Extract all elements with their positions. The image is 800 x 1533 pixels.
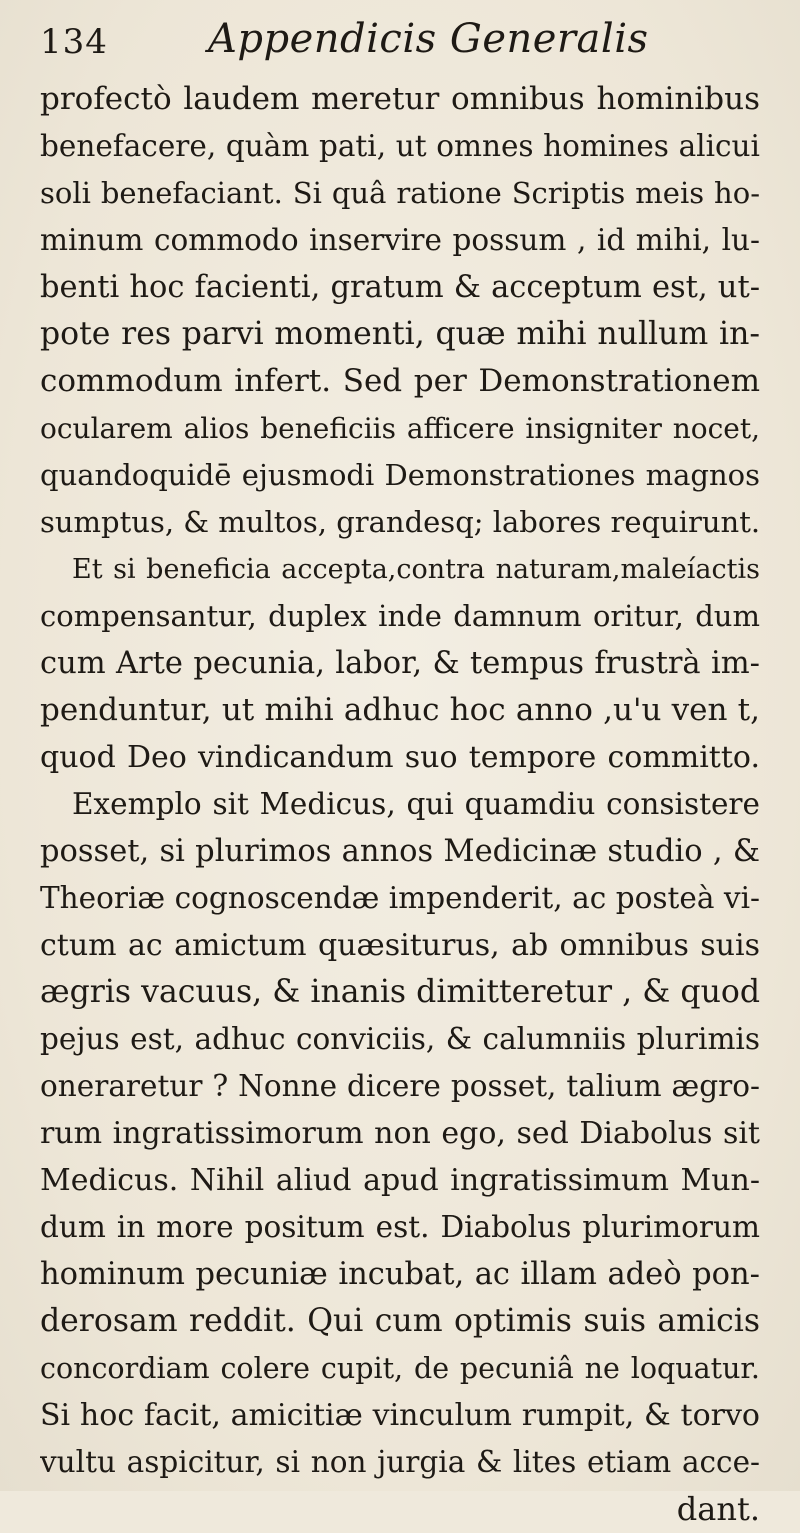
body-text [40,76,760,1533]
text-line: commodum infert. Sed per Demonstrationem [40,363,760,399]
text-line: vultu aspicitur, si non jurgia & lites etiam acce- [40,1445,760,1479]
text-line: cum Arte pecunia, labor, & tempus frustrà im- [40,646,760,681]
text-line: dant. [676,1490,760,1528]
text-line: Theoriæ cognoscendæ impenderit, ac posteà vi- [40,881,760,915]
text-line: compensantur, duplex inde damnum oritur, dum [40,599,760,633]
text-line: profectò laudem meretur omnibus hominibus [40,81,760,117]
text-line: quandoquidē ejusmodi Demonstrationes magnos [40,458,760,492]
text-line: sumptus, & multos, grandesq; labores requirunt. [40,505,760,539]
text-line: quod Deo vindicandum suo tempore committo. [40,740,760,775]
text-line: ctum ac amictum quæsiturus, ab omnibus suis [40,928,760,963]
text-line: rum ingratissimorum non ego, sed Diabolus sit [40,1116,760,1151]
text-line: ocularem alios beneficiis afficere insigniter nocet, [40,412,760,445]
text-line: pote res parvi momenti, quæ mihi nullum in- [40,316,760,352]
text-line: posset, si plurimos annos Medicinæ studio , & [40,834,760,869]
text-line: Et si beneficia accepta,contra naturam,maleíactis [72,554,760,585]
text-line: penduntur, ut mihi adhuc hoc anno ,u'u ven t, [40,692,760,728]
page-header [40,16,760,70]
text-line: derosam reddit. Qui cum optimis suis amicis [40,1303,760,1339]
running-head: Appendicis Generalis [208,16,649,62]
text-line: Medicus. Nihil aliud apud ingratissimum Mun- [40,1163,760,1198]
text-line: benti hoc facienti, gratum & acceptum est, ut- [40,270,760,305]
text-line: ægris vacuus, & inanis dimitteretur , & quod [40,974,760,1010]
text-line: soli benefaciant. Si quâ ratione Scriptis meis ho- [40,176,760,210]
text-line: minum commodo inservire possum , id mihi, lu- [40,223,760,257]
text-line: oneraretur ? Nonne dicere posset, talium ægro- [40,1069,760,1103]
text-line: Exemplo sit Medicus, qui quamdiu consistere [72,787,760,821]
text-line: pejus est, adhuc conviciis, & calumniis plurimis [40,1022,760,1056]
text-line: benefacere, quàm pati, ut omnes homines alicui [40,129,760,163]
text-line: hominum pecuniæ incubat, ac illam adeò pon- [40,1257,760,1292]
page-number: 134 [40,22,108,62]
text-line: Si hoc facit, amicitiæ vinculum rumpit, & torvo [40,1398,760,1433]
text-line: concordiam colere cupit, de pecuniâ ne loquatur. [40,1352,760,1385]
text-line: dum in more positum est. Diabolus plurimorum [40,1210,760,1244]
